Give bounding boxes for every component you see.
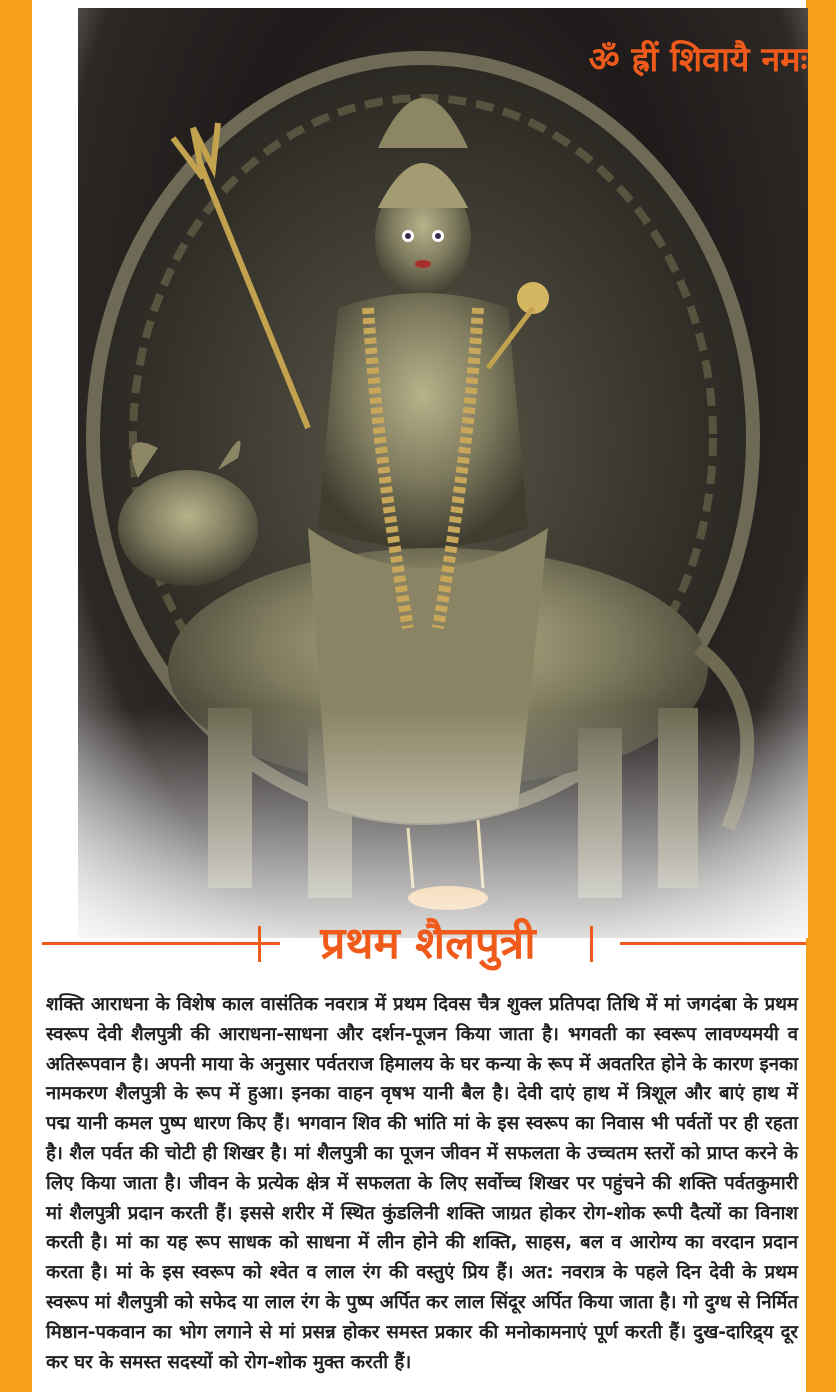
article-body: शक्ति आराधना के विशेष काल वासंतिक नवरात्र में प्रथम दिवस चैत्र शुक्ल प्रतिपदा तिथि में मां जगदंबा के प्रथम स्वरूप देवी शैलपुत्री की आराधना-साधना और दर्शन-पूजन किया जाता है। भगवती का स्वरूप लावण्यमयी व अतिरूपवान है। अपनी माया के अनुसार पर्वतराज हिमालय के घर कन्या के रूप में अवतरित होने के कारण इनका नामकरण शैलपुत्री के रूप में हुआ। इनका वाहन वृषभ यानी बैल है। देवी दाएं हाथ में त्रिशूल और बाएं हाथ में पद्म यानी कमल पुष्प धारण किए हैं। भगवान शिव की भांति मां के इस स्वरूप का निवास भी पर्वतों पर ही रहता है। शैल पर्वत की चोटी ही शिखर है। मां शैलपुत्री का पूजन जीवन में सफलता के उच्चतम स्तरों को प्राप्त करने के लिए किया जाता है। जीवन के प्रत्येक क्षेत्र में सफलता के लिए सर्वोच्च शिखर पर पहुंचने की शक्ति पर्वतकुमारी मां शैलपुत्री प्रदान करती हैं। इससे शरीर में स्थित कुंडलिनी शक्ति जाग्रत होकर रोग-शोक रूपी दैत्यों का विनाश करती है। मां का यह रूप साधक को साधना में लीन होने की शक्ति, साहस, बल व आरोग्य का वरदान प्रदान करता है। मां के इस स्वरूप को श्वेत व लाल रंग की वस्तुएं प्रिय हैं। अत: नवरात्र के पहले दिन देवी के प्रथम स्वरूप मां शैलपुत्री को सफेद या लाल रंग के पुष्प अर्पित कर लाल सिंदूर अर्पित किया जाता है। गो दुग्ध से निर्मित मिष्ठान-पकवान का भोग लगाने से मां प्रसन्न होकर समस्त प्रकार की मनोकामनाएं पूर्ण करती हैं। दुख-दारिद्र्य दूर कर घर के समस्त सदस्यों को रोग-शोक मुक्त करती हैं। [46, 994, 798, 1373]
mantra-text: ॐ ह्रीं शिवायै नमः [588, 40, 808, 80]
page-title: प्रथम शैलपुत्री [320, 918, 536, 969]
title-bar [32, 912, 806, 972]
title-divider-right [620, 942, 806, 945]
title-divider-left [42, 942, 280, 945]
title-tick-right [590, 926, 593, 962]
goddess-shailputri-photo [78, 8, 808, 938]
title-tick-left [258, 926, 261, 962]
idol-illustration [78, 8, 808, 938]
